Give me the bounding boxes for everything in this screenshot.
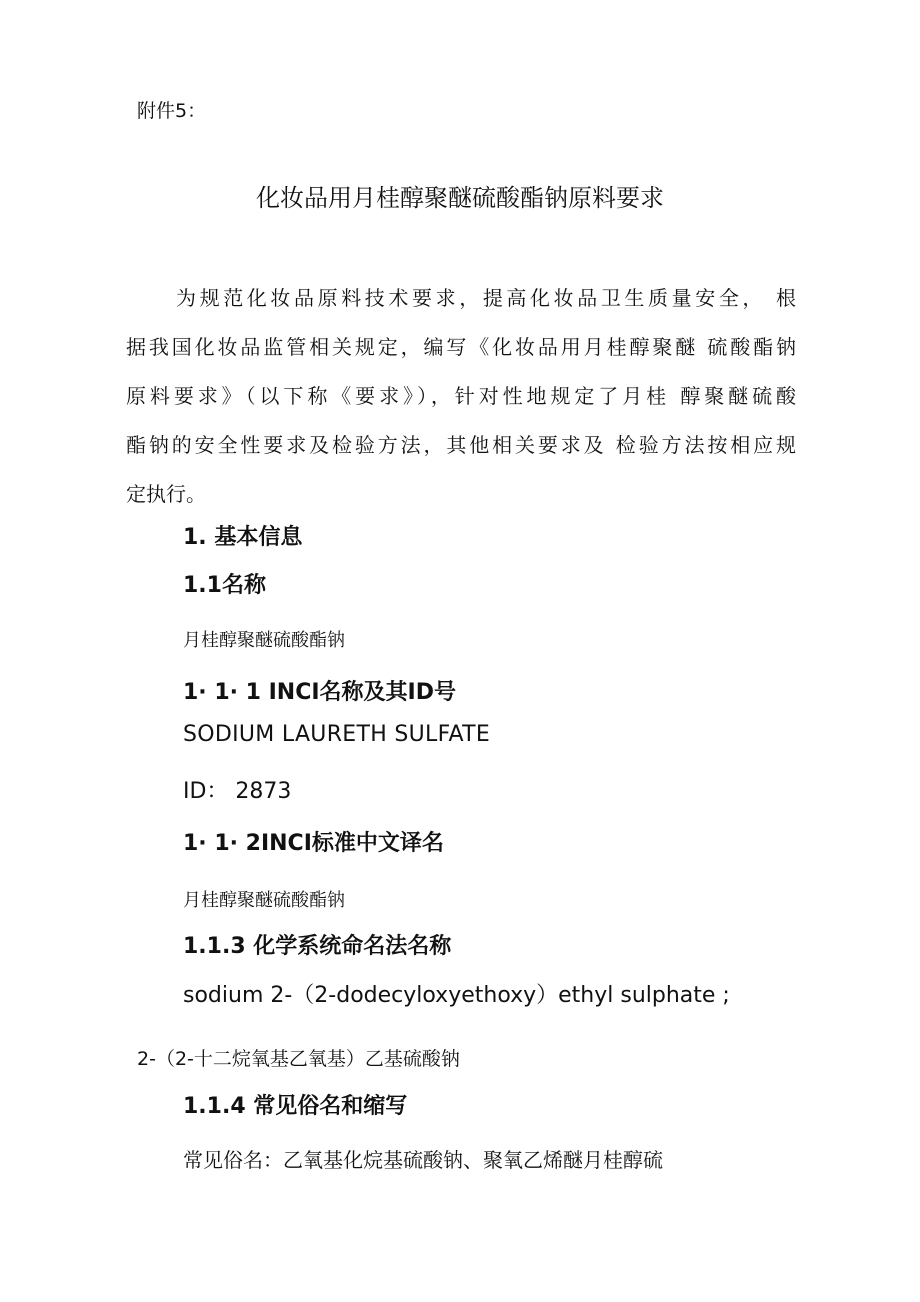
intro-line: 据我国化妆品监管相关规定，编写《化妆品用月桂醇聚醚 硫酸酯钠 bbox=[126, 335, 796, 359]
intro-line: 定执行。 bbox=[126, 482, 206, 506]
intro-line: 酯钠的安全性要求及检验方法，其他相关要求及 检验方法按相应规 bbox=[126, 433, 796, 457]
common-names-text: 常见俗名：乙氧基化烷基硫酸钠、聚氧乙烯醚月桂醇硫 bbox=[183, 1148, 663, 1172]
heading-chemical-name: 1.1.3 化学系统命名法名称 bbox=[183, 934, 452, 959]
heading-common-names: 1.1.4 常见俗名和缩写 bbox=[183, 1094, 408, 1119]
inci-name: SODIUM LAURETH SULFATE bbox=[183, 722, 491, 747]
inci-id: ID： 2873 bbox=[183, 779, 292, 804]
heading-name: 1.1名称 bbox=[183, 573, 266, 598]
document-title: 化妆品用月桂醇聚醚硫酸酯钠原料要求 bbox=[256, 184, 664, 212]
heading-inci-name-id: 1· 1· 1 INCI名称及其ID号 bbox=[183, 680, 456, 705]
substance-name: 月桂醇聚醚硫酸酯钠 bbox=[183, 630, 345, 651]
intro-line: 为规范化妆品原料技术要求，提高化妆品卫生质量安全， 根 bbox=[176, 286, 796, 310]
chemical-name-chinese: 2-（2-十二烷氧基乙氧基）乙基硫酸钠 bbox=[137, 1048, 460, 1070]
chemical-name-english: sodium 2-（2-dodecyloxyethoxy）ethyl sulphate ; bbox=[183, 983, 730, 1008]
heading-basic-info: 1. 基本信息 bbox=[183, 525, 303, 550]
intro-line: 原料要求》（以下称《要求》），针对性地规定了月桂 醇聚醚硫酸 bbox=[126, 384, 796, 408]
attachment-label: 附件5： bbox=[137, 100, 207, 122]
heading-inci-chinese: 1· 1· 2INCI标准中文译名 bbox=[183, 831, 444, 856]
intro-paragraph bbox=[126, 274, 796, 519]
inci-chinese-name: 月桂醇聚醚硫酸酯钠 bbox=[183, 890, 345, 911]
